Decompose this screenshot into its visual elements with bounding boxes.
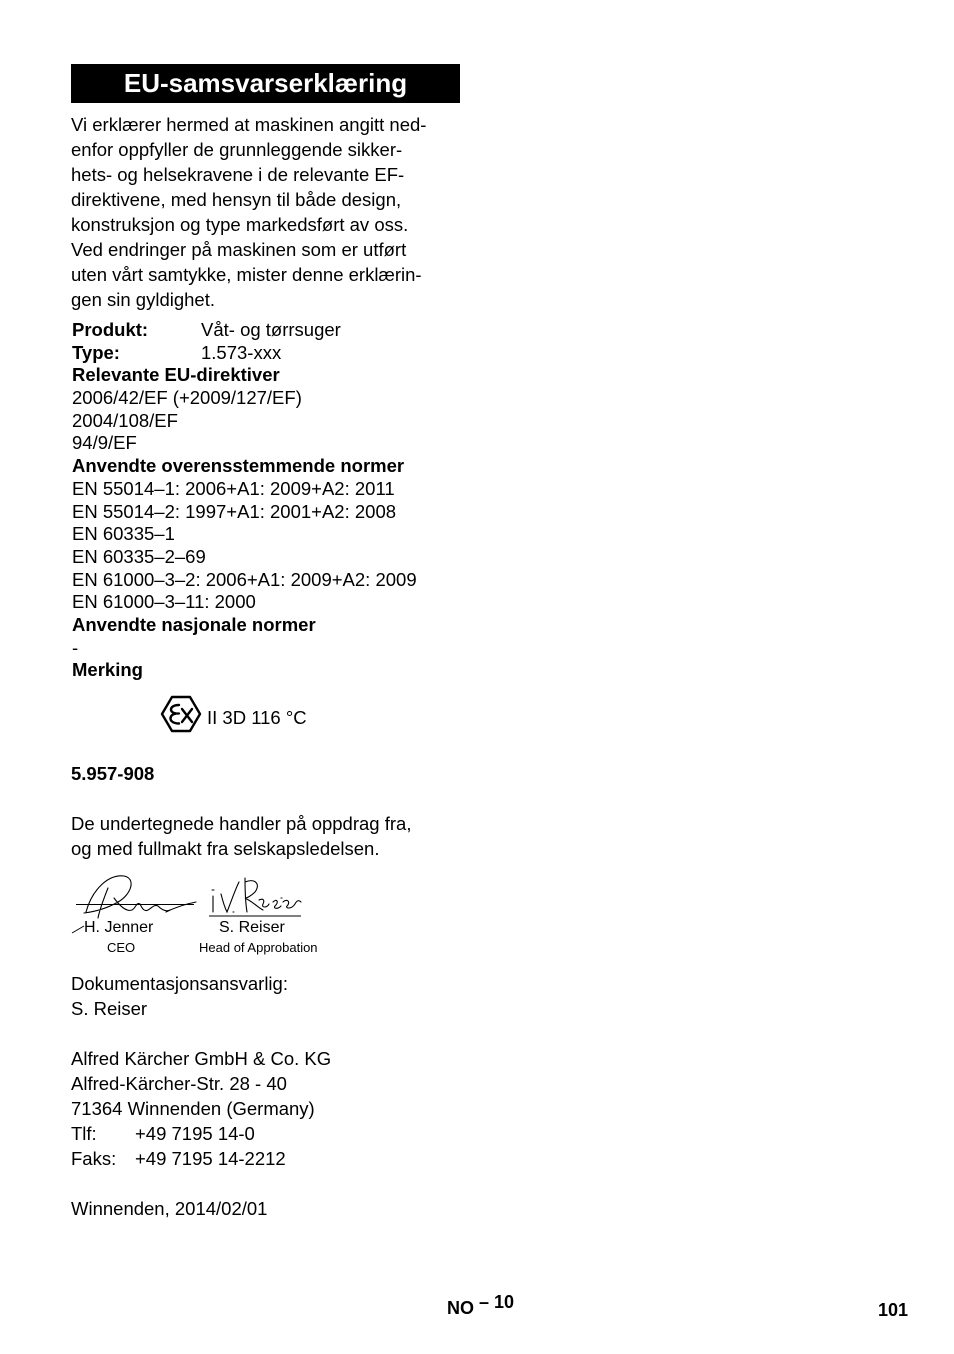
product-value: Våt- og tørrsuger [201, 319, 341, 340]
documentation-label: Dokumentasjonsansvarlig: [71, 973, 288, 994]
authority-line: De undertegnede handler på oppdrag fra, [71, 813, 412, 834]
marking-text: II 3D 116 °C [207, 707, 307, 728]
fax-row [71, 1146, 331, 1171]
signatory-name: H. Jenner [84, 919, 154, 936]
fax-value: +49 7195 14-2212 [135, 1148, 286, 1169]
specification-block [72, 319, 417, 682]
signatory-jenner-role [107, 940, 135, 955]
intro-line: direktivene, med hensyn til både design, [71, 189, 402, 210]
directive-item: 2006/42/EF (+2009/127/EF) [72, 387, 302, 409]
signature-line [76, 904, 194, 905]
intro-line: hets- og helsekravene i de relevante EF- [71, 164, 405, 185]
authority-paragraph [71, 811, 411, 861]
company-name: Alfred Kärcher GmbH & Co. KG [71, 1048, 332, 1069]
page-number: 101 [878, 1300, 909, 1320]
signatory-role: CEO [107, 940, 136, 955]
standard-item: EN 55014–2: 1997+A1: 2001+A2: 2008 [72, 500, 397, 522]
type-row [72, 342, 417, 365]
page-title: EU-samsvarserklæring [71, 64, 460, 103]
footer-language: NO [447, 1298, 474, 1318]
authority-line: og med fullmakt fra selskapsledelsen. [71, 838, 380, 859]
city-address: 71364 Winnenden (Germany) [71, 1098, 315, 1119]
intro-line: Vi erklærer hermed at maskinen angitt ned- [71, 114, 427, 135]
footer-section [447, 1292, 515, 1319]
intro-line: uten vårt samtykke, mister denne erklærin- [71, 264, 422, 285]
signatory-reiser-role [199, 940, 318, 955]
address-block [71, 1046, 331, 1171]
place-date: Winnenden, 2014/02/01 [71, 1198, 268, 1219]
intro-line: Ved endringer på maskinen som er utført [71, 239, 407, 260]
product-label: Produkt: [72, 319, 149, 340]
directive-item: 2004/108/EF [72, 409, 178, 431]
phone-value: +49 7195 14-0 [135, 1123, 255, 1144]
intro-line: enfor oppfyller de grunnleggende sikker- [71, 139, 403, 160]
standard-item: EN 61000–3–11: 2000 [72, 591, 256, 613]
intro-line: konstruksjon og type markedsført av oss. [71, 214, 409, 235]
standard-item: EN 60335–2–69 [72, 545, 206, 567]
national-heading: Anvendte nasjonale normer [72, 613, 316, 635]
phone-row [71, 1121, 331, 1146]
phone-label: Tlf: [71, 1123, 97, 1144]
documentation-name: S. Reiser [71, 998, 148, 1019]
signatory-jenner [84, 919, 153, 937]
type-value: 1.573-xxx [201, 341, 282, 363]
type-label: Type: [72, 341, 120, 363]
intro-line: gen sin gyldighet. [71, 289, 215, 310]
signatory-reiser [219, 919, 285, 937]
intro-paragraph [71, 112, 471, 312]
footer-section-page: 10 [494, 1292, 515, 1312]
part-number: 5.957-908 [71, 763, 155, 784]
standard-item: EN 61000–3–2: 2006+A1: 2009+A2: 2009 [72, 568, 417, 590]
product-row [72, 319, 417, 342]
signatory-role: Head of Approbation [199, 940, 318, 955]
documentation-block [71, 971, 288, 1021]
signatory-name: S. Reiser [219, 919, 285, 936]
directive-item: 94/9/EF [72, 432, 137, 454]
ex-explosion-protection-icon [160, 695, 202, 733]
footer-dash: – [474, 1292, 495, 1312]
standard-item: EN 55014–1: 2006+A1: 2009+A2: 2011 [72, 477, 395, 499]
signature-reiser [205, 872, 305, 920]
standard-item: EN 60335–1 [72, 523, 175, 545]
national-value: - [72, 636, 79, 658]
marking-heading: Merking [72, 659, 143, 681]
directives-heading: Relevante EU-direktiver [72, 364, 280, 386]
street-address: Alfred-Kärcher-Str. 28 - 40 [71, 1073, 287, 1094]
harmonized-heading: Anvendte overensstemmende normer [72, 455, 405, 477]
fax-label: Faks: [71, 1148, 117, 1169]
